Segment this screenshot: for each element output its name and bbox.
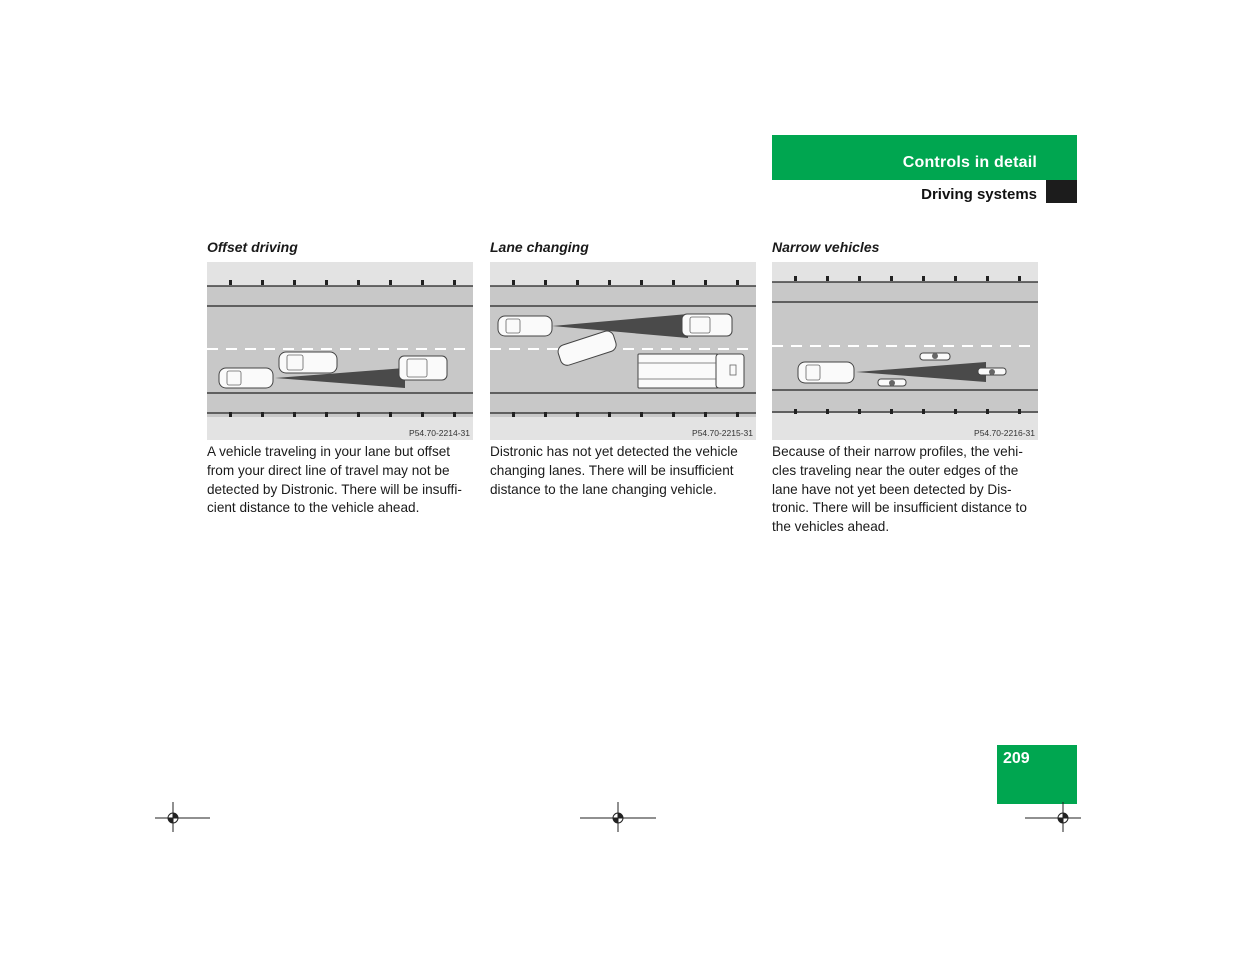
column-body-text: A vehicle traveling in your lane but offset from your direct line of travel may not be detected by Distronic. There will be insuffi-cient distance to the vehicle ahead. (207, 444, 462, 516)
section-title: Controls in detail (902, 154, 1037, 171)
section-header-bar (772, 135, 1077, 180)
figure-code: P54.70-2215-31 (692, 428, 753, 438)
registration-mark-icon (155, 800, 215, 832)
page-number: 209 (1003, 750, 1030, 767)
road-illustration (207, 262, 473, 440)
column-lane-changing (490, 238, 756, 499)
figure-offset-driving (207, 262, 473, 440)
road-illustration (772, 262, 1038, 440)
page-number-box (997, 745, 1077, 804)
column-heading: Narrow vehicles (772, 239, 880, 255)
column-heading: Offset driving (207, 239, 298, 255)
figure-narrow-vehicles (772, 262, 1038, 440)
subsection-title: Driving systems (921, 186, 1037, 203)
column-narrow-vehicles (772, 238, 1038, 537)
registration-mark-icon (1023, 800, 1083, 832)
road-illustration (490, 262, 756, 440)
figure-code: P54.70-2214-31 (409, 428, 470, 438)
registration-mark-icon (578, 800, 658, 832)
column-body-text: Because of their narrow profiles, the vehi-cles traveling near the outer edges of the lane have not yet been detected by Dis-tronic. There will be insufficient distance to the vehicles ahead. (772, 444, 1027, 535)
column-body-text: Distronic has not yet detected the vehicle changing lanes. There will be insufficient distance to the lane changing vehicle. (490, 444, 738, 497)
figure-code: P54.70-2216-31 (974, 428, 1035, 438)
column-heading: Lane changing (490, 239, 589, 255)
subsection-header (772, 180, 1046, 204)
figure-lane-changing (490, 262, 756, 440)
section-marker-square (1046, 180, 1077, 203)
column-offset-driving (207, 238, 473, 518)
